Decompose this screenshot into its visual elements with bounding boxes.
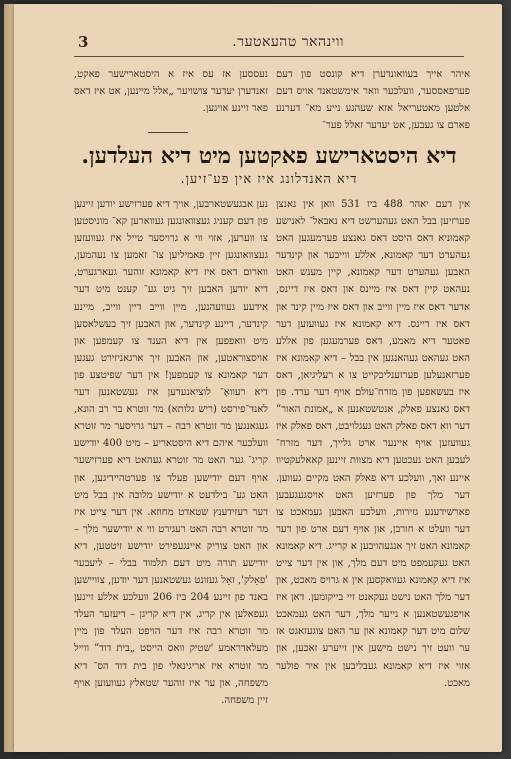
article-subtitle: דיא האנדלונג איז אין פע־זיען. (180, 172, 358, 187)
article-title: דיא היסטארישע פאקטען מיט דיא העלדען. (81, 143, 457, 169)
running-header (74, 32, 464, 57)
section-divider (148, 132, 188, 133)
top-right-text: איהר אייך בעוואונדערן דיא קונסט פון דעם פערפאססער, וועלכער וואר אימשטאנד אויס דעם אלטען מאטעריאל אזא שעהנע נייע מא־ דערנע פארם צו געבען, אט יעדער זאלל פער־ (276, 69, 470, 132)
top-right-column (276, 66, 470, 134)
top-left-column (74, 66, 268, 117)
top-left-text: נעססען אז עס איז א היסטארישער פאקט, זאנדערן יעדער צושויער „אלל מיינען, אט איז דאס פאר זיינע אויגען. (74, 69, 268, 115)
running-title: ווינהאר טהעאטער. (232, 34, 344, 50)
article-left-text: נען אבגעשטארבען, אויך דיא פערזישע יודען זיינען פון דעם קעניג געצוואונגען געווארען קא־ מוניסטען צו ווערען, אזוי ווי א גרויסער טייל איז געוועזען געצוואונגען זיין פאמיליען צו־ זאמען צו נעהמען, ווארום דאס איז דיא קאמונא זוהער געארגערט, דיא יודען האבען זיך גיט גע־ קענט מיט דער אידעע געוועהנען, מיין ווייב דיין ווייב, מיינע קינדער, דיינע קינדער, און האבען זיך בעשלאסען מיט וואפפען אין דיא הענד צו קעמפען און אויסצוראטען, און האבען זיך ארגאניזירט געגען דער קאמונא צו קעמפען! אין דער שפיטצע פון דיא רעוואָ־ לוציאנערען איז געשטאנען דער לאנד־פירסט (ריש גלותא) מר זוטרא בר רב הונא, געגאנגען מר זוטרא רבה – דער גרויסער מר זוטרא וועלכער איהם דיא היסטאריע – מיט 400 יודישע קריג־ גער האט מר זוטרא געהאט דיא פערזישער אויף דעם יודישען פעלד צו פערטהיידיגען, און האט גע־ בילדעט א יודישע מלוכה אין בבל מיט דער רעזידענץ שטאדט מחוזא. אין דער צייט איז מר זוטרא רבה האט רעגירט ווי א יודישער מלך – און האט צוריק איינגעפירט יודישע זיטטען, דיא יודישע תורה מיט דעם תלמוד בבלי – ליעבער 'פאָלק', זאָל געזונט געשטאנען דער יודען, צוויישען באנד פון זיינע 204 ביז 206 וועלכע אללע זיינען געפאלען אין קריג. אין דיא קריגן – דיעזער העלד מר זוטרא רבה איז דער הויפט העלד פון מיין מעלאדראמע 'שטיק וואס הייסט „בית דוד” ווייל מר זוטרא איז אריגינאלי פון בית דוד הס־ דיא משפחה, און ער איז זוהער שטאלץ געוועזען אויף זיין משפחה. (74, 199, 268, 706)
document-page (14, 4, 502, 752)
page-number: 3 (78, 33, 89, 51)
article-left-column (74, 196, 268, 726)
article-right-column (276, 196, 470, 726)
article-right-text: אין דעם יאהר 488 ביז 531 וואן אין נאנצן פערזיען בבל האט געהערשט דיא נאבאל־ לאנישע קאמוניא דאס היסט דאס גאנצע פערמעגען האט געהערט דער קאמונא, אללע ווייבער און קינדער האבען געהערט דער קאמונא, קיין מענש האט נעהאט קיין דאס איז מיינס און דאס איז דיינס, אדער דאס איז מיין ווייב און דאס איז מיין קינד און דאס איז דיינס. דיא קאמונא איז געוועזען דער פאטער דיא מאמע, דאס פערמעגען פון אללע האט געהאט געהאנגען אין בבל – דיא קאמונא איז פערזאנעלען פערזענליכקייט צו א רעליגיאן, דאס איז בעשאפען פון מזרח־עולם אויף דער ערד. פון דאס גאנצע פאלק, אנטשטאנען א „אמונת האור” דער ווא דאס פאלק האט געגלויבט, דאס פאלק איז געוועזען אויף איינער ארט גלייך, דער מזרח־ לעבען האט נעכטען דיא מצוות זיינען קאאלעקטיוו איינע זאך, וועלכע דיא פאלק האט מקיים געווען. דער מלך פון פערזיען האט אויסגעגעבען פארשידענע גזירות, וועלכע האבען געמאכט צו דער וועלט א חורבן, און אויף דעם ארט פון דער קאמונא האט זיך אנגעהויבען א קרייג. דיא קאמונא האט געקעמפט מיט דעם מלך, און אין דער צייט איז דיא קאמונא געוואקסען אין א גרויס מאכט, און דער מלך האט נישט געקאנט זיי בייקומען. דאן איז אויפגעשטאנען א נייער מלך, דער האט געמאכט שלום מיט דער קאמונא און ער האט צוגעזאגט אז ער וועט זיך נישט מישען אין זייערע זאכען, און אזוי איז דיא קאמונא געבליבען אין איר פולער מאכט. (276, 199, 470, 689)
